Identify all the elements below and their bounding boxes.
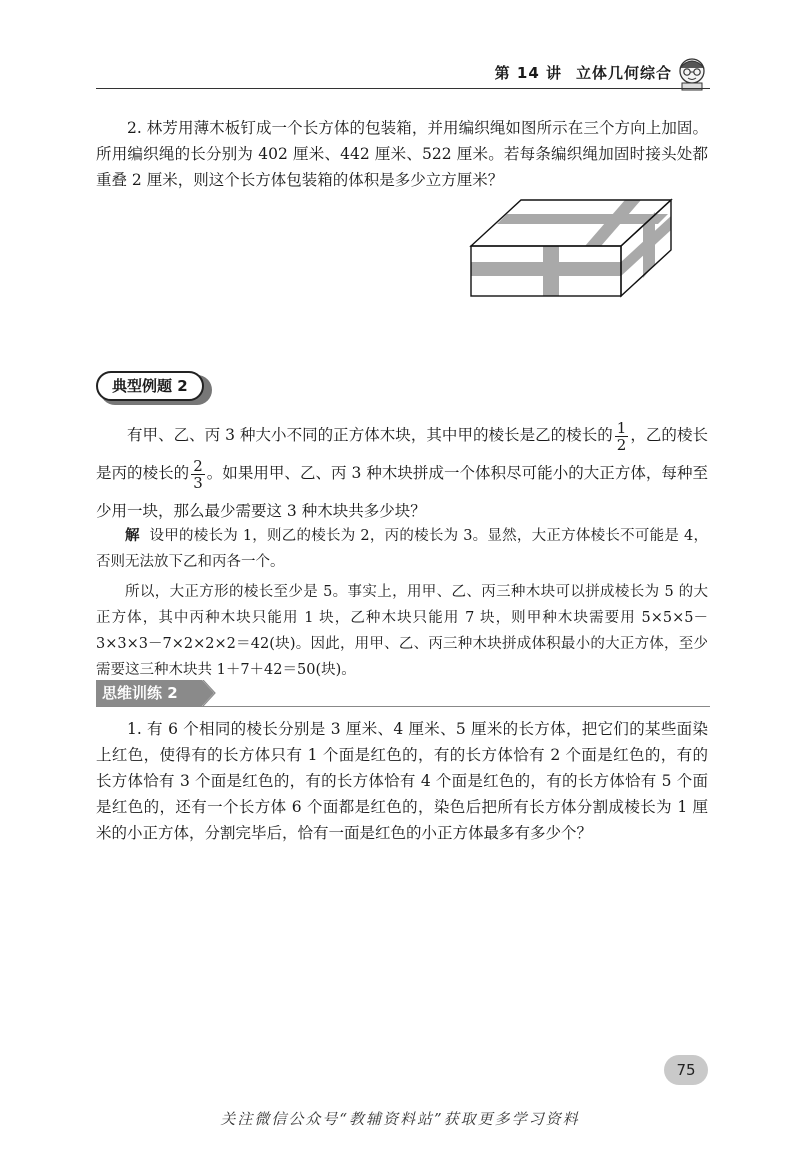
example-problem	[96, 416, 708, 530]
rope-top-lengthwise	[497, 214, 668, 224]
solution	[96, 523, 708, 683]
header-divider	[96, 88, 710, 89]
frac1-den: 2	[616, 435, 627, 454]
lesson-number: 第 14 讲	[494, 64, 562, 82]
example-line1-a: 有甲、乙、丙 3 种大小不同的正方体木块，其中甲的棱长是乙的棱长的	[127, 426, 613, 444]
chapter-header	[495, 62, 672, 83]
mascot-icon	[672, 54, 712, 92]
training-divider	[96, 706, 710, 707]
solution-p1: 设甲的棱长为 1，则乙的棱长为 2，丙的棱长为 3。显然，大正方体棱长不可能是 4，否则无法放下乙和丙各一个。	[96, 528, 708, 570]
frac2-num: 2	[193, 456, 203, 475]
lesson-title: 立体几何综合	[575, 64, 672, 82]
tab-arrow-icon	[190, 680, 216, 706]
training-tab	[96, 680, 190, 706]
example-line2-a: 棱长的	[142, 464, 190, 482]
frac1-num: 1	[616, 418, 627, 437]
rope-front-vertical	[543, 246, 559, 296]
solution-label: 解	[125, 528, 140, 544]
problem-2	[96, 115, 708, 193]
training-question-1	[96, 716, 708, 846]
fraction-one-half	[615, 420, 629, 453]
training-tab-label: 思维训练 2	[102, 684, 178, 702]
footer-note: 关注微信公众号“教辅资料站”获取更多学习资料	[220, 1110, 580, 1128]
fraction-two-thirds	[191, 458, 205, 491]
frac2-den: 3	[193, 473, 203, 492]
example-line1-b: ，乙的棱长是丙的	[96, 426, 708, 482]
example-line2-b: 。如果用甲、乙、丙 3 种木块拼成一个体积尽可能小的大正方体，每种至少用一块，那么最少需要这 3 种木块共多少块？	[96, 464, 708, 520]
box-figure	[465, 190, 705, 300]
training-q1-text: 1. 有 6 个相同的棱长分别是 3 厘米、4 厘米、5 厘米的长方体，把它们的某些面染上红色，使得有的长方体只有 1 个面是红色的，有的长方体恰有 2 个面是红色的，有的长方体恰有 3 个面是红色的，有的长方体恰有 4 个面是红色的，有的长方体恰有 5 个面是红色的，还有一个长方体 6 个面都是红色的，染色后把所有长方体分割成棱长为 1 厘米的小正方体，分割完毕后，恰有一面是红色的小正方体最多有多少个？	[96, 720, 708, 842]
example-badge-label: 典型例题 2	[112, 377, 188, 395]
example-badge	[96, 371, 204, 401]
page-number: 75	[664, 1055, 708, 1085]
problem-2-text: 2. 林芳用薄木板钉成一个长方体的包装箱，并用编织绳如图所示在三个方向上加固。所用编织绳的长分别为 402 厘米、442 厘米、522 厘米。若每条编织绳加固时接头处都重叠 2 厘米，则这个长方体包装箱的体积是多少立方厘米？	[96, 119, 708, 189]
solution-p2: 所以，大正方形的棱长至少是 5。事实上，用甲、乙、丙三种木块可以拼成棱长为 5 的大正方体，其中丙种木块只能用 1 块，乙种木块只能用 7 块，则甲种木块需要用 5×5×5－3×3×3－7×2×2×2＝42(块)。因此，用甲、乙、丙三种木块拼成体积最小的大正方体，至少需要这三种木块共 1＋7＋42＝50(块)。	[96, 584, 708, 678]
